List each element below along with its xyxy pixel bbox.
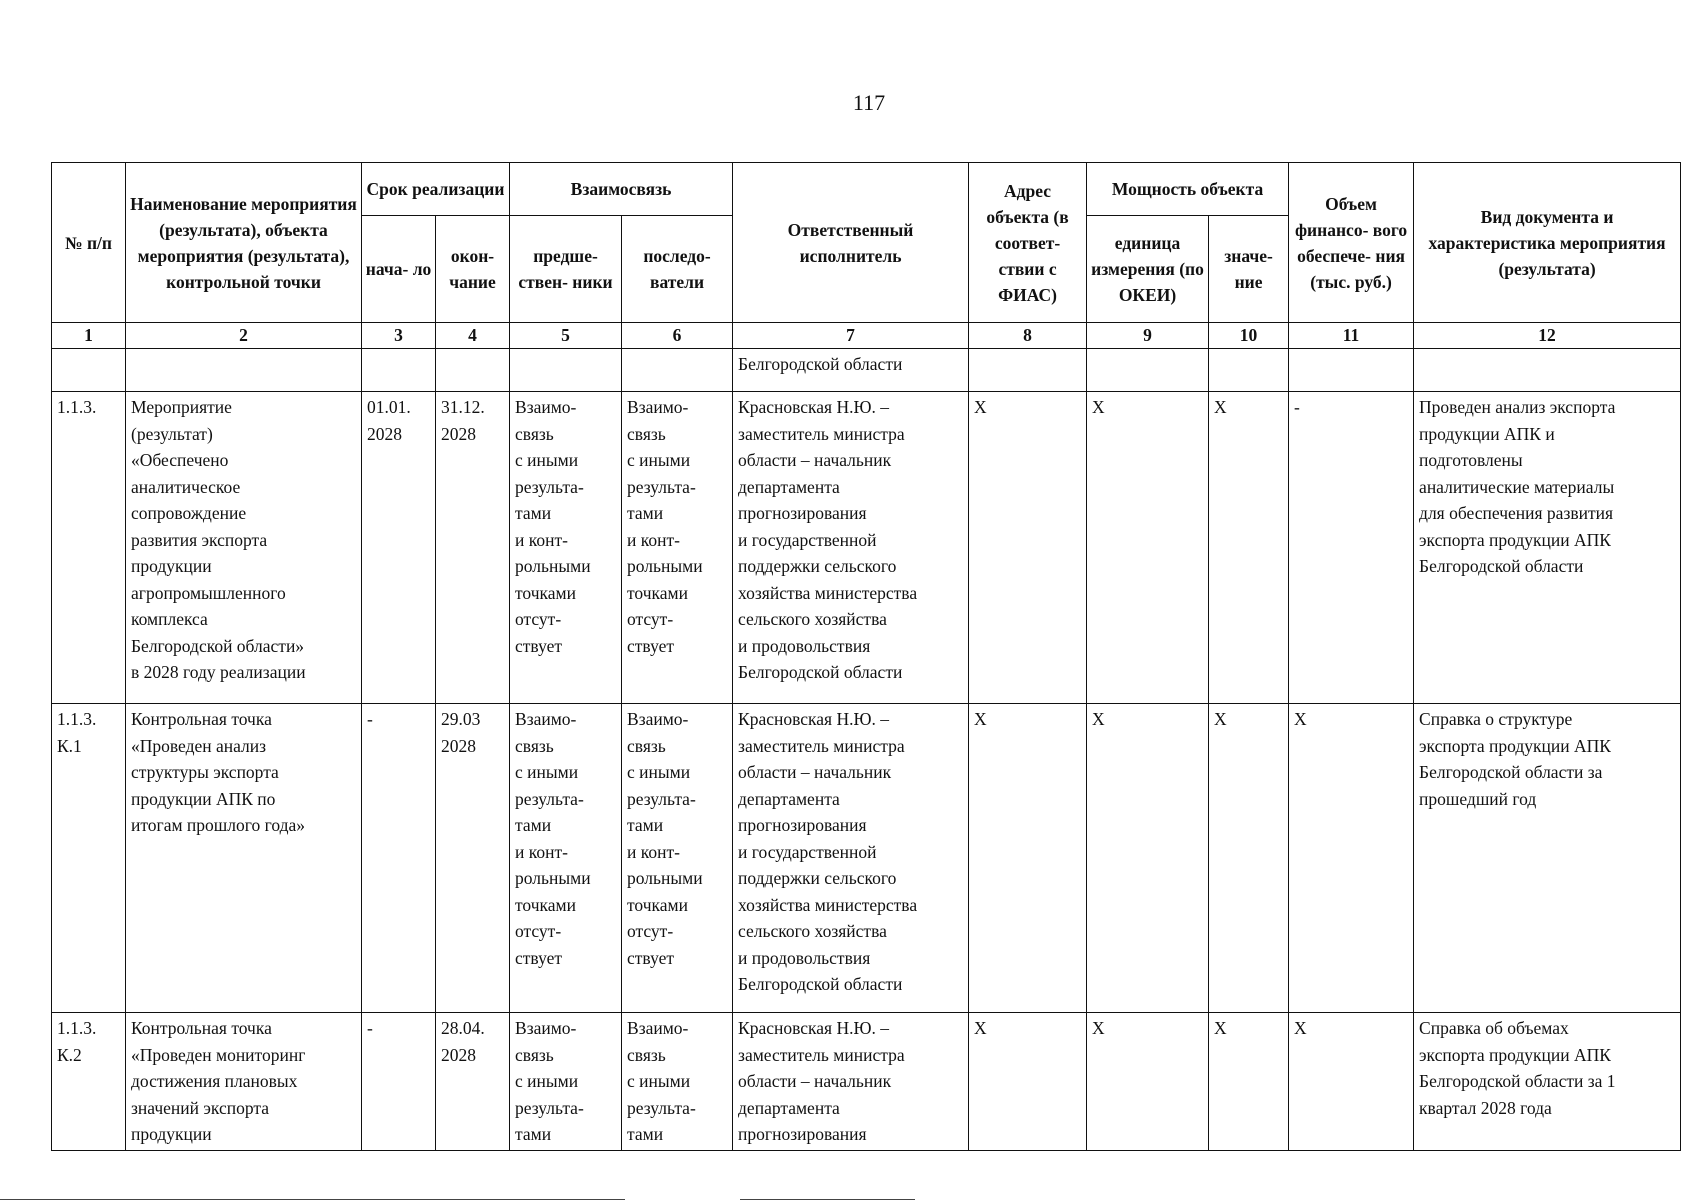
plan-table bbox=[51, 162, 1681, 1151]
header-capacity-unit: единица измерения (по ОКЕИ) bbox=[1087, 216, 1209, 323]
header-responsible: Ответственный исполнитель bbox=[733, 163, 969, 323]
column-number: 6 bbox=[622, 323, 733, 349]
cell-pred: Взаимо- связь с иными результа- тами и конт- рольными точками отсут- ствует bbox=[510, 392, 622, 704]
table-row bbox=[52, 704, 1681, 1013]
cell-name: Контрольная точка «Проведен анализ структуры экспорта продукции АПК по итогам прошлого года» bbox=[126, 704, 362, 1013]
cell-finance: Х bbox=[1289, 704, 1414, 1013]
cell-responsible: Красновская Н.Ю. – заместитель министра области – начальник департамента прогнозирования и государственной поддержки сельского хозяйства министерства сельского хозяйства и продовольствия Белгородской области bbox=[733, 704, 969, 1013]
cell-pred: Взаимо- связь с иными результа- тами bbox=[510, 1013, 622, 1151]
cell-num: 1.1.3. bbox=[52, 392, 126, 704]
column-number: 7 bbox=[733, 323, 969, 349]
cell-end: 28.04. 2028 bbox=[436, 1013, 510, 1151]
page-number: 117 bbox=[852, 90, 886, 115]
header-capacity: Мощность объекта bbox=[1087, 163, 1289, 216]
cell-value: Х bbox=[1209, 1013, 1289, 1151]
cell-end: 31.12. 2028 bbox=[436, 392, 510, 704]
header-doc: Вид документа и характеристика мероприятия (результата) bbox=[1414, 163, 1681, 323]
table-row bbox=[52, 392, 1681, 704]
cell-unit: Х bbox=[1087, 704, 1209, 1013]
cell-succ: Взаимо- связь с иными результа- тами и конт- рольными точками отсут- ствует bbox=[622, 392, 733, 704]
cell-pred: Взаимо- связь с иными результа- тами и конт- рольными точками отсут- ствует bbox=[510, 704, 622, 1013]
cell-responsible: Красновская Н.Ю. – заместитель министра области – начальник департамента прогнозирования и государственной поддержки сельского хозяйства министерства сельского хозяйства и продовольствия Белгородской области bbox=[733, 392, 969, 704]
cell-finance bbox=[1289, 349, 1414, 392]
cell-address: Х bbox=[969, 1013, 1087, 1151]
header-capacity-value: значе- ние bbox=[1209, 216, 1289, 323]
cell-value bbox=[1209, 349, 1289, 392]
table-row bbox=[52, 1013, 1681, 1151]
column-number: 11 bbox=[1289, 323, 1414, 349]
column-numbers-row bbox=[52, 323, 1681, 349]
header-term-start: нача- ло bbox=[362, 216, 436, 323]
header-term: Срок реализации bbox=[362, 163, 510, 216]
table-row bbox=[52, 349, 1681, 392]
cell-responsible: Белгородской области bbox=[733, 349, 969, 392]
column-number: 10 bbox=[1209, 323, 1289, 349]
header-row-1 bbox=[52, 163, 1681, 216]
column-number: 5 bbox=[510, 323, 622, 349]
cell-start: 01.01. 2028 bbox=[362, 392, 436, 704]
cell-doc: Справка о структуре экспорта продукции АПК Белгородской области за прошедший год bbox=[1414, 704, 1681, 1013]
cell-start bbox=[362, 349, 436, 392]
cell-unit bbox=[1087, 349, 1209, 392]
cell-address bbox=[969, 349, 1087, 392]
column-number: 1 bbox=[52, 323, 126, 349]
header-relation: Взаимосвязь bbox=[510, 163, 733, 216]
cell-num bbox=[52, 349, 126, 392]
cell-doc: Справка об объемах экспорта продукции АПК Белгородской области за 1 квартал 2028 года bbox=[1414, 1013, 1681, 1151]
cell-end bbox=[436, 349, 510, 392]
column-number: 4 bbox=[436, 323, 510, 349]
cell-doc: Проведен анализ экспорта продукции АПК и подготовлены аналитические материалы для обеспечения развития экспорта продукции АПК Белгородской области bbox=[1414, 392, 1681, 704]
column-number: 3 bbox=[362, 323, 436, 349]
cell-start: - bbox=[362, 1013, 436, 1151]
header-finance: Объем финансо- вого обеспече- ния (тыс. руб.) bbox=[1289, 163, 1414, 323]
header-num: № п/п bbox=[52, 163, 126, 323]
cell-doc bbox=[1414, 349, 1681, 392]
cell-succ bbox=[622, 349, 733, 392]
cell-finance: - bbox=[1289, 392, 1414, 704]
cell-address: Х bbox=[969, 392, 1087, 704]
column-number: 8 bbox=[969, 323, 1087, 349]
cell-num: 1.1.3. К.2 bbox=[52, 1013, 126, 1151]
cell-name bbox=[126, 349, 362, 392]
cell-responsible: Красновская Н.Ю. – заместитель министра области – начальник департамента прогнозирования bbox=[733, 1013, 969, 1151]
column-number: 12 bbox=[1414, 323, 1681, 349]
cell-end: 29.03 2028 bbox=[436, 704, 510, 1013]
column-number: 2 bbox=[126, 323, 362, 349]
cell-name: Мероприятие (результат) «Обеспечено аналитическое сопровождение развития экспорта продукции агропромышленного комплекса Белгородской области» в 2028 году реализации bbox=[126, 392, 362, 704]
header-name: Наименование мероприятия (результата), объекта мероприятия (результата), контрольной точки bbox=[126, 163, 362, 323]
cell-pred bbox=[510, 349, 622, 392]
cell-address: Х bbox=[969, 704, 1087, 1013]
cell-finance: Х bbox=[1289, 1013, 1414, 1151]
cell-num: 1.1.3. К.1 bbox=[52, 704, 126, 1013]
cell-start: - bbox=[362, 704, 436, 1013]
cell-unit: Х bbox=[1087, 1013, 1209, 1151]
column-number: 9 bbox=[1087, 323, 1209, 349]
cell-unit: Х bbox=[1087, 392, 1209, 704]
cell-value: Х bbox=[1209, 392, 1289, 704]
cell-name: Контрольная точка «Проведен мониторинг достижения плановых значений экспорта продукции bbox=[126, 1013, 362, 1151]
header-term-end: окон- чание bbox=[436, 216, 510, 323]
cell-succ: Взаимо- связь с иными результа- тами и конт- рольными точками отсут- ствует bbox=[622, 704, 733, 1013]
header-relation-succ: последо- ватели bbox=[622, 216, 733, 323]
cell-succ: Взаимо- связь с иными результа- тами bbox=[622, 1013, 733, 1151]
header-relation-pred: предше- ствен- ники bbox=[510, 216, 622, 323]
cell-value: Х bbox=[1209, 704, 1289, 1013]
header-address: Адрес объекта (в соответ- ствии с ФИАС) bbox=[969, 163, 1087, 323]
